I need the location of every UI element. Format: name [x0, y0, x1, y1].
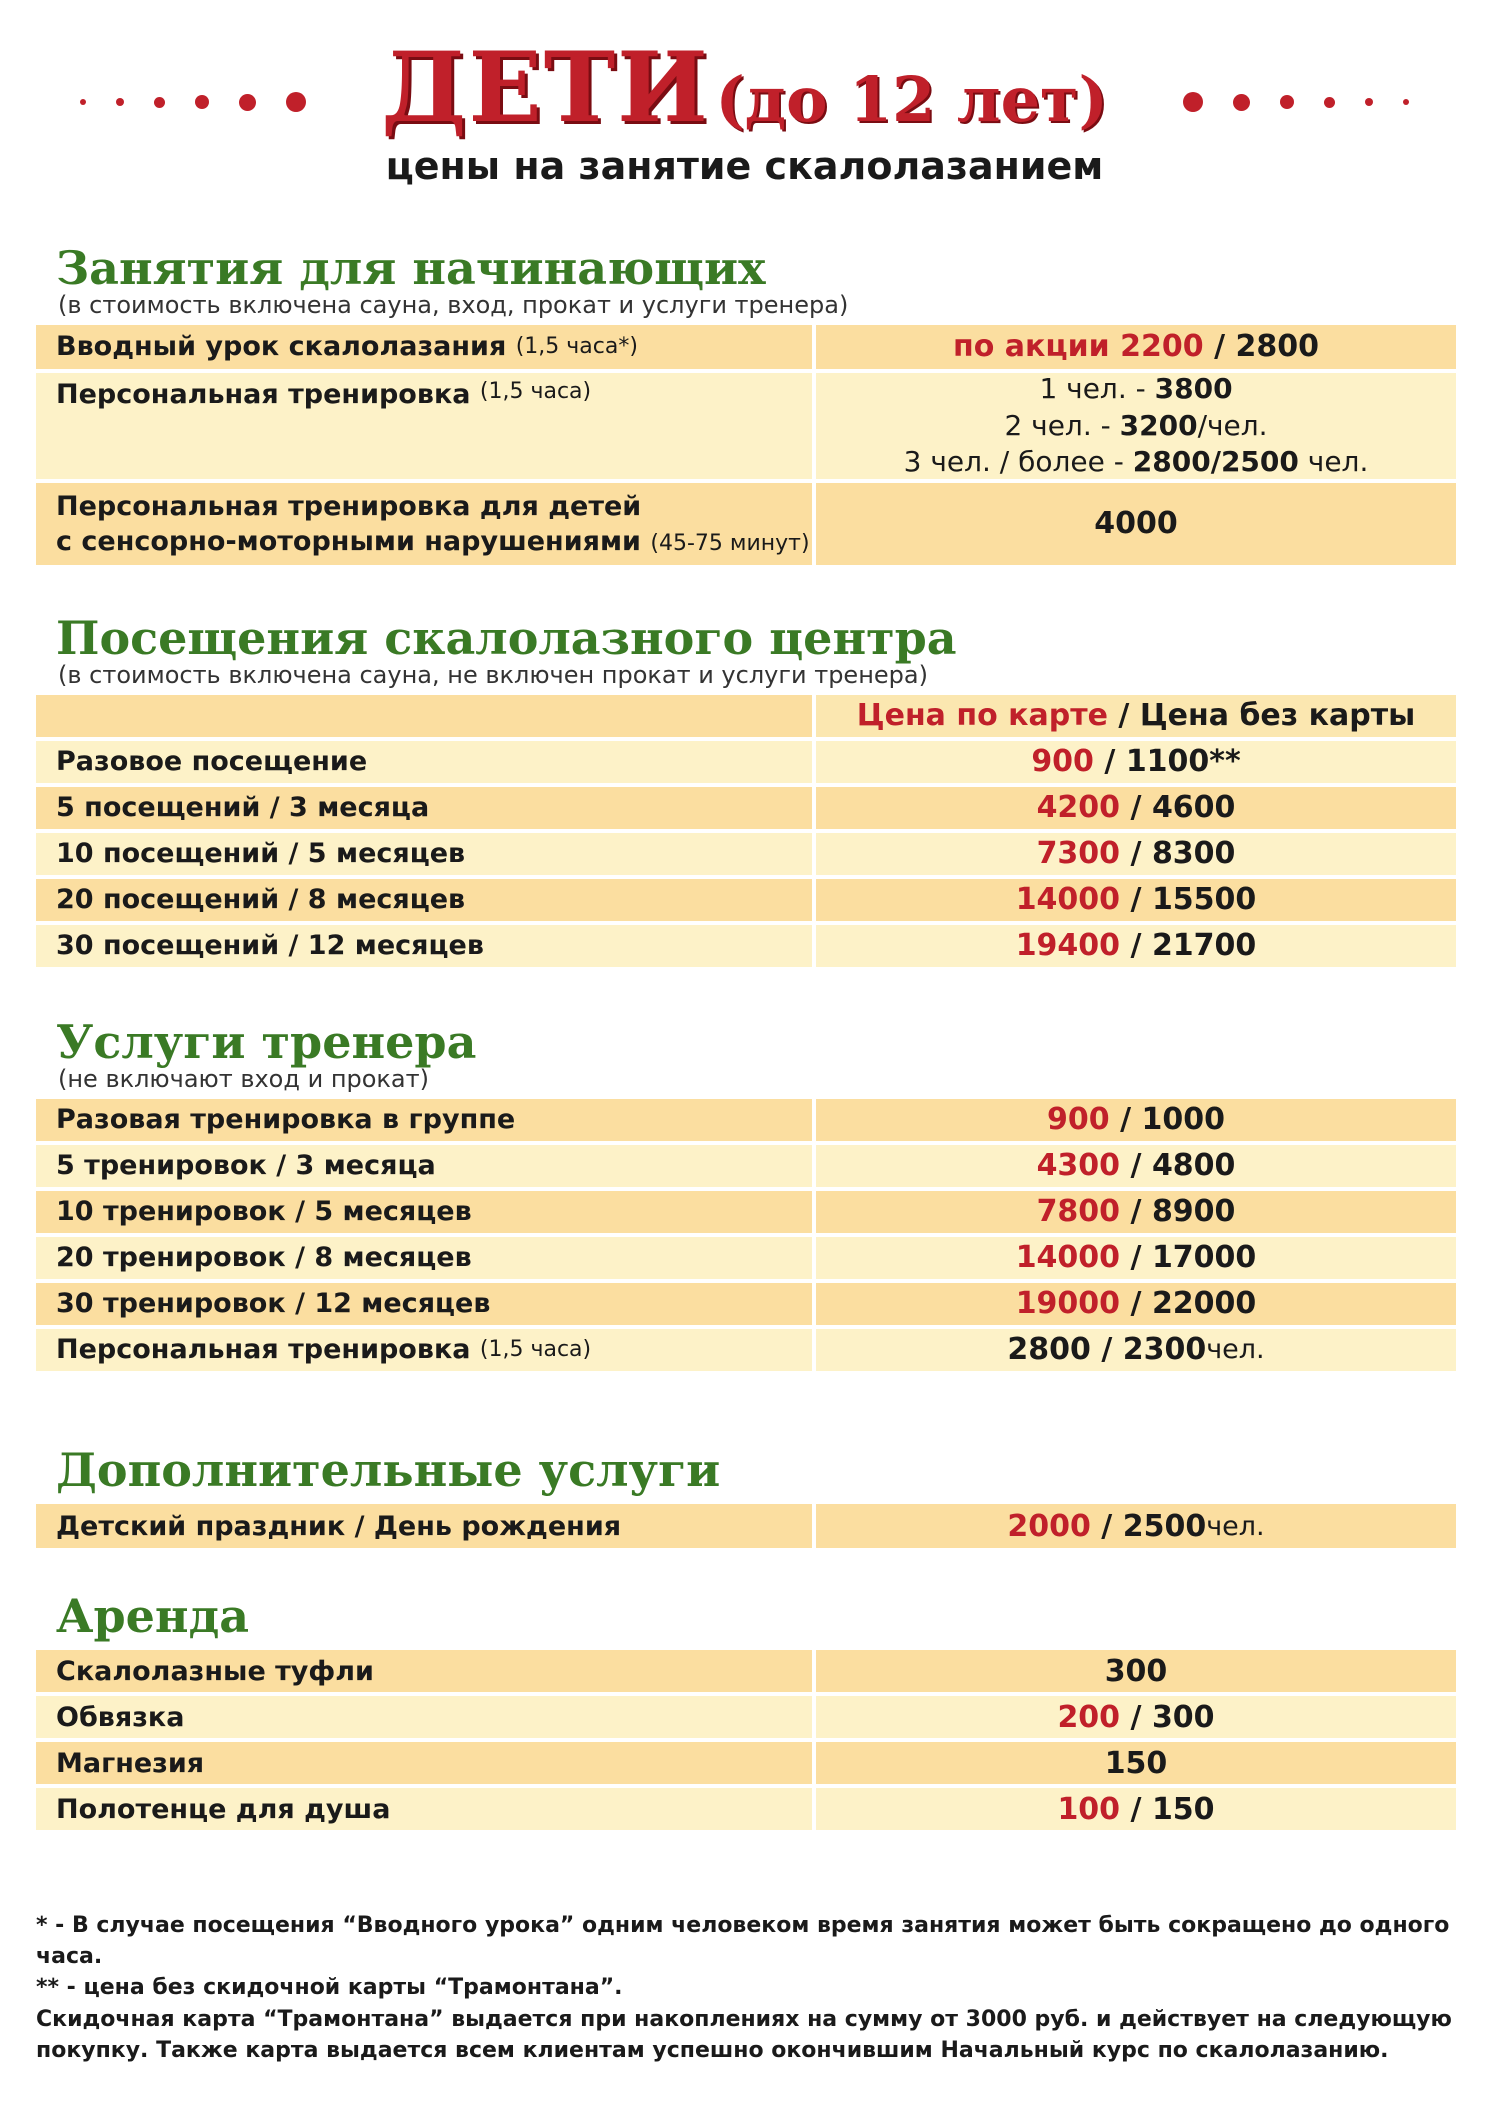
row-price — [816, 325, 1456, 369]
table-row — [36, 1650, 1456, 1692]
row-price — [816, 1329, 1456, 1371]
price-sep: / — [1118, 698, 1130, 734]
table-row — [36, 373, 1456, 479]
price-nocard: 300 — [1151, 1699, 1215, 1735]
row-label — [36, 325, 812, 369]
table-row — [36, 1742, 1456, 1784]
row-price — [816, 925, 1456, 967]
footnotes — [36, 1910, 1456, 2066]
title-sub: (до 12 лет) — [715, 63, 1108, 136]
table-row — [36, 1145, 1456, 1187]
row-label — [36, 483, 812, 565]
price-value: 4000 — [1094, 506, 1178, 542]
price-nocard: 15500 — [1151, 882, 1257, 918]
row-label: Полотенце для душа — [36, 1788, 812, 1830]
section-title: Занятия для начинающих — [56, 241, 766, 295]
row-label: 10 тренировок / 5 месяцев — [36, 1191, 812, 1233]
table-row — [36, 833, 1456, 875]
price-regular: 2800 — [1235, 329, 1319, 365]
visits-table — [36, 741, 1456, 967]
price-card: 19400 — [1015, 928, 1121, 964]
price-card: 19000 — [1015, 1286, 1121, 1322]
price-unit: /чел. — [1197, 408, 1268, 442]
section-title: Дополнительные услуги — [56, 1443, 721, 1497]
table-row — [36, 325, 1456, 369]
price-card: 200 — [1057, 1699, 1121, 1735]
price-sep: / — [1130, 882, 1142, 918]
price-line-text: 3 чел. / более - — [903, 444, 1133, 478]
row-price — [816, 1283, 1456, 1325]
label-text: Вводный урок скалолазания — [56, 331, 507, 363]
price-sep: / — [1130, 928, 1142, 964]
row-price — [816, 879, 1456, 921]
section-title: Посещения скалолазного центра — [56, 611, 957, 665]
table-row — [36, 1329, 1456, 1371]
label-note: (45-75 минут) — [650, 530, 810, 556]
row-label: 30 тренировок / 12 месяцев — [36, 1283, 812, 1325]
table-row — [36, 1099, 1456, 1141]
row-price — [816, 1099, 1456, 1141]
price-sep: / — [1120, 1102, 1132, 1138]
trainer-table — [36, 1099, 1456, 1325]
price-nocard: 22000 — [1151, 1286, 1257, 1322]
label-text: Персональная тренировка — [56, 1334, 471, 1366]
section-note: (в стоимость включена сауна, вход, прокат и услуги тренера) — [58, 291, 849, 320]
table-row — [36, 1191, 1456, 1233]
table-header-row — [36, 695, 1456, 737]
price-sep: / — [1090, 1508, 1123, 1544]
price-sep: / — [1130, 1194, 1142, 1230]
page-title — [0, 31, 1489, 144]
price-line — [1004, 408, 1267, 444]
price-sep: / — [1130, 1699, 1142, 1735]
footnote: Скидочная карта “Трамонтана” выдается при накоплениях на сумму от 3000 руб. и действует на следующую покупку. Также карта выдается всем клиентам успешно окончившим Начальный курс по скалолазанию. — [36, 2006, 1452, 2063]
table-row — [36, 1283, 1456, 1325]
row-price — [816, 787, 1456, 829]
row-label — [36, 1329, 812, 1371]
price-card: 900 — [1031, 744, 1094, 780]
price-line — [904, 444, 1369, 480]
header-nocard-price: Цена без карты — [1139, 698, 1416, 734]
price-sep: / — [1104, 744, 1116, 780]
price-card: 4300 — [1036, 1148, 1121, 1184]
table-row — [36, 879, 1456, 921]
section-trainer — [36, 1015, 1456, 1375]
table-row — [36, 741, 1456, 783]
row-label: 5 посещений / 3 месяца — [36, 787, 812, 829]
price-nocard: 4600 — [1151, 790, 1236, 826]
row-label: 20 тренировок / 8 месяцев — [36, 1237, 812, 1279]
price-line — [1039, 371, 1232, 407]
price-card: 14000 — [1015, 882, 1121, 918]
price-sep: / — [1130, 790, 1142, 826]
price-nocard: 1000 — [1141, 1102, 1225, 1138]
label-note: (1,5 часа) — [479, 378, 592, 404]
section-extra — [36, 1443, 1456, 1552]
section-visits — [36, 611, 1456, 971]
price-promo: по акции 2200 — [953, 329, 1204, 365]
row-label: 20 посещений / 8 месяцев — [36, 879, 812, 921]
label-text: с сенсорно-моторными нарушениями — [56, 525, 641, 557]
row-price — [816, 1788, 1456, 1830]
section-title: Аренда — [56, 1589, 250, 1643]
row-price: 300 — [816, 1650, 1456, 1692]
price-card: 900 — [1047, 1102, 1110, 1138]
price-line-text: 2 чел. - — [1004, 408, 1120, 442]
price-line-text: 1 чел. - — [1039, 372, 1155, 406]
price-card: 4200 — [1036, 790, 1121, 826]
page-subtitle: цены на занятие скалолазанием — [385, 144, 1104, 188]
title-main: ДЕТИ — [381, 31, 710, 144]
table-row — [36, 787, 1456, 829]
price-card: 2000 — [1007, 1508, 1091, 1544]
row-label: Разовая тренировка в группе — [36, 1099, 812, 1141]
price-nocard: 17000 — [1151, 1240, 1257, 1276]
table-row — [36, 925, 1456, 967]
row-label: 5 тренировок / 3 месяца — [36, 1145, 812, 1187]
header-card-price: Цена по карте — [856, 698, 1108, 734]
price-sep: / — [1130, 1240, 1142, 1276]
row-price — [816, 483, 1456, 565]
price-card: 100 — [1057, 1791, 1121, 1827]
table-row — [36, 1237, 1456, 1279]
row-price — [816, 1696, 1456, 1738]
label-note: (1,5 часа*) — [515, 334, 638, 360]
price-card: 14000 — [1015, 1240, 1121, 1276]
row-label: Разовое посещение — [36, 741, 812, 783]
price-sep: / — [1130, 1286, 1142, 1322]
row-price — [816, 1504, 1456, 1548]
price-nocard: 4800 — [1151, 1148, 1236, 1184]
row-label: Обвязка — [36, 1696, 812, 1738]
row-label: Магнезия — [36, 1742, 812, 1784]
price-unit: чел. — [1298, 444, 1369, 478]
footnote: * - В случае посещения “Вводного урока” одним человеком время занятия может быть сокращено до одного часа. — [36, 1913, 1450, 1970]
row-label: 30 посещений / 12 месяцев — [36, 925, 812, 967]
row-label: 10 посещений / 5 месяцев — [36, 833, 812, 875]
row-label — [36, 373, 812, 479]
row-price: 150 — [816, 1742, 1456, 1784]
table-row — [36, 1504, 1456, 1548]
label-text: Персональная тренировка для детей — [56, 490, 642, 522]
price-value: 3800 — [1154, 372, 1233, 406]
section-title: Услуги тренера — [56, 1015, 477, 1069]
row-price — [816, 1145, 1456, 1187]
header-prices — [816, 695, 1456, 737]
price-sep: / — [1130, 1791, 1142, 1827]
section-note: (в стоимость включена сауна, не включен прокат и услуги тренера) — [58, 661, 928, 690]
price-card: 7800 — [1036, 1194, 1121, 1230]
section-beginners — [36, 241, 1456, 569]
price-nocard: 150 — [1151, 1791, 1215, 1827]
row-label: Скалолазные туфли — [36, 1650, 812, 1692]
price-sep: / — [1214, 329, 1226, 365]
price-sep: / — [1130, 836, 1142, 872]
footnote: ** - цена без скидочной карты “Трамонтана”. — [36, 1975, 623, 2001]
table-row — [36, 1788, 1456, 1830]
label-note: (1,5 часа) — [479, 1337, 592, 1363]
row-price — [816, 373, 1456, 479]
row-price — [816, 741, 1456, 783]
price-value: 2800/2500 — [1132, 444, 1299, 478]
table-row — [36, 483, 1456, 565]
price-nocard: 8300 — [1151, 836, 1236, 872]
price-unit: чел. — [1206, 1334, 1265, 1366]
row-price — [816, 833, 1456, 875]
price-value: 3200 — [1119, 408, 1198, 442]
header-label-empty — [36, 695, 812, 737]
price-nocard: 2500 — [1122, 1508, 1207, 1544]
row-price — [816, 1191, 1456, 1233]
section-rent — [36, 1589, 1456, 1834]
price-nocard: 8900 — [1151, 1194, 1236, 1230]
price-unit: чел. — [1206, 1510, 1265, 1542]
label-text: Персональная тренировка — [56, 378, 471, 410]
price-nocard: 1100** — [1125, 744, 1241, 780]
table-row — [36, 1696, 1456, 1738]
row-label: Детский праздник / День рождения — [36, 1504, 812, 1548]
section-note: (не включают вход и прокат) — [58, 1065, 429, 1094]
price-sep: / — [1130, 1148, 1142, 1184]
row-price — [816, 1237, 1456, 1279]
price-value: 2800 / 2300 — [1007, 1332, 1207, 1368]
page-header — [0, 31, 1489, 190]
price-nocard: 21700 — [1151, 928, 1257, 964]
price-card: 7300 — [1036, 836, 1121, 872]
